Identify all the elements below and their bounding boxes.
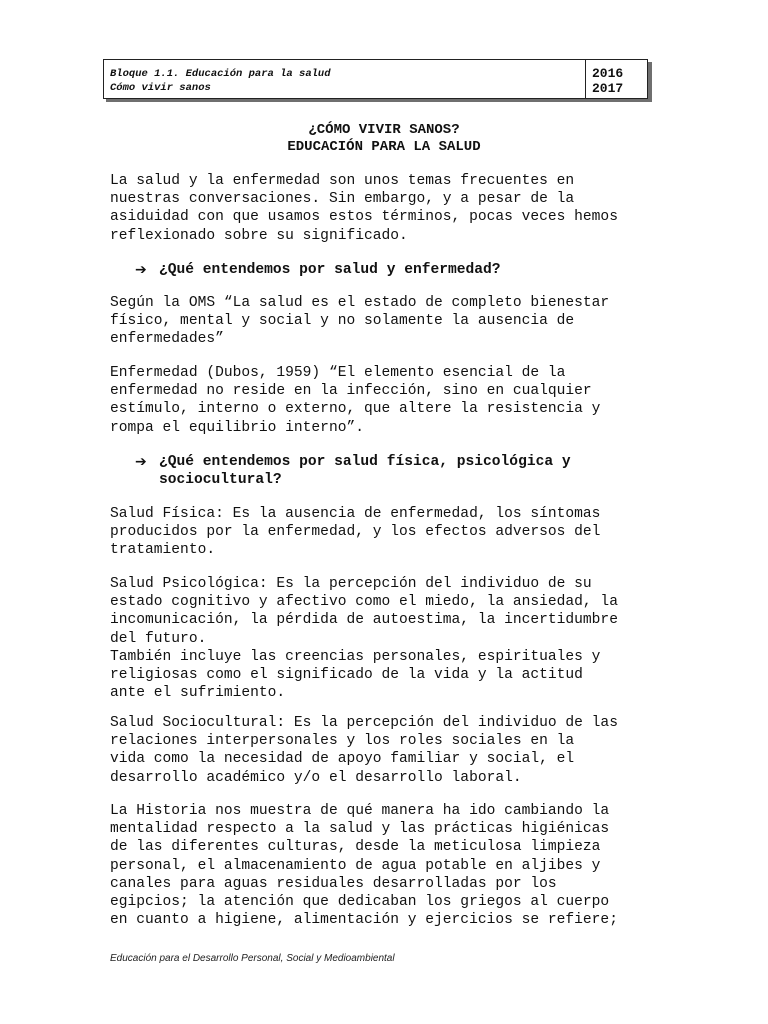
bullet-question-1	[135, 261, 658, 279]
paragraph-salud-sociocultural: Salud Sociocultural: Es la percepción del individuo de las relaciones interpersonales y los roles sociales en la vida como la necesidad de apoyo familiar y social, el desarrollo académico y/o el desarrollo laboral.	[110, 715, 618, 786]
paragraph-intro: La salud y la enfermedad son unos temas frecuentes en nuestras conversaciones. Sin embargo, y a pesar de la asiduidad con que usamos estos términos, pocas veces hemos reflexionado sobre su significado.	[110, 173, 618, 244]
paragraph-salud-fisica: Salud Física: Es la ausencia de enfermedad, los síntomas producidos por la enfermedad, y los efectos adversos del tratamiento.	[110, 506, 601, 559]
bullet-question-2-text: ¿Qué entendemos por salud física, psicológica y sociocultural?	[159, 454, 571, 489]
header-year-end: 2017	[592, 81, 624, 96]
right-arrow-icon: ➔	[135, 454, 147, 470]
header-block-title: Bloque 1.1. Educación para la salud	[110, 68, 331, 80]
header-year-start: 2016	[592, 66, 624, 81]
paragraph-historia: La Historia nos muestra de qué manera ha ido cambiando la mentalidad respecto a la salud y las prácticas higiénicas de las diferentes culturas, desde la meticulosa limpieza personal, el almacenamiento de agua potable en aljibes y canales para aguas residuales desarrolladas por los egipcios; la atención que dedicaban los griegos al cuerpo en cuanto a higiene, alimentación y ejercicios se refiere;	[110, 803, 618, 929]
header-box	[103, 59, 648, 99]
bullet-question-2	[135, 453, 658, 489]
page-footer: Educación para el Desarrollo Personal, Social y Medioambiental	[110, 953, 395, 964]
paragraph-salud-psicologica: Salud Psicológica: Es la percepción del individuo de su estado cognitivo y afectivo como el miedo, la ansiedad, la incomunicación, la pérdida de autoestima, la incertidumbre del futuro. También incluye las creencias personales, espirituales y religiosas como el significado de la vida y la actitud ante el sufrimiento.	[110, 576, 618, 702]
paragraph-oms-definition: Según la OMS “La salud es el estado de completo bienestar físico, mental y social y no solamente la ausencia de enfermedades”	[110, 295, 610, 348]
bullet-question-1-text: ¿Qué entendemos por salud y enfermedad?	[159, 262, 501, 278]
header-block-subtitle: Cómo vivir sanos	[110, 82, 211, 94]
page-subtitle: EDUCACIÓN PARA LA SALUD	[287, 139, 481, 155]
paragraph-dubos-definition: Enfermedad (Dubos, 1959) “El elemento esencial de la enfermedad no reside en la infección, sino en cualquier estímulo, interno o externo, que altere la resistencia y rompa el equilibrio interno”.	[110, 365, 601, 436]
page-title: ¿CÓMO VIVIR SANOS?	[308, 122, 460, 138]
header-subject	[104, 60, 585, 98]
header-years	[585, 60, 647, 98]
right-arrow-icon: ➔	[135, 262, 147, 278]
